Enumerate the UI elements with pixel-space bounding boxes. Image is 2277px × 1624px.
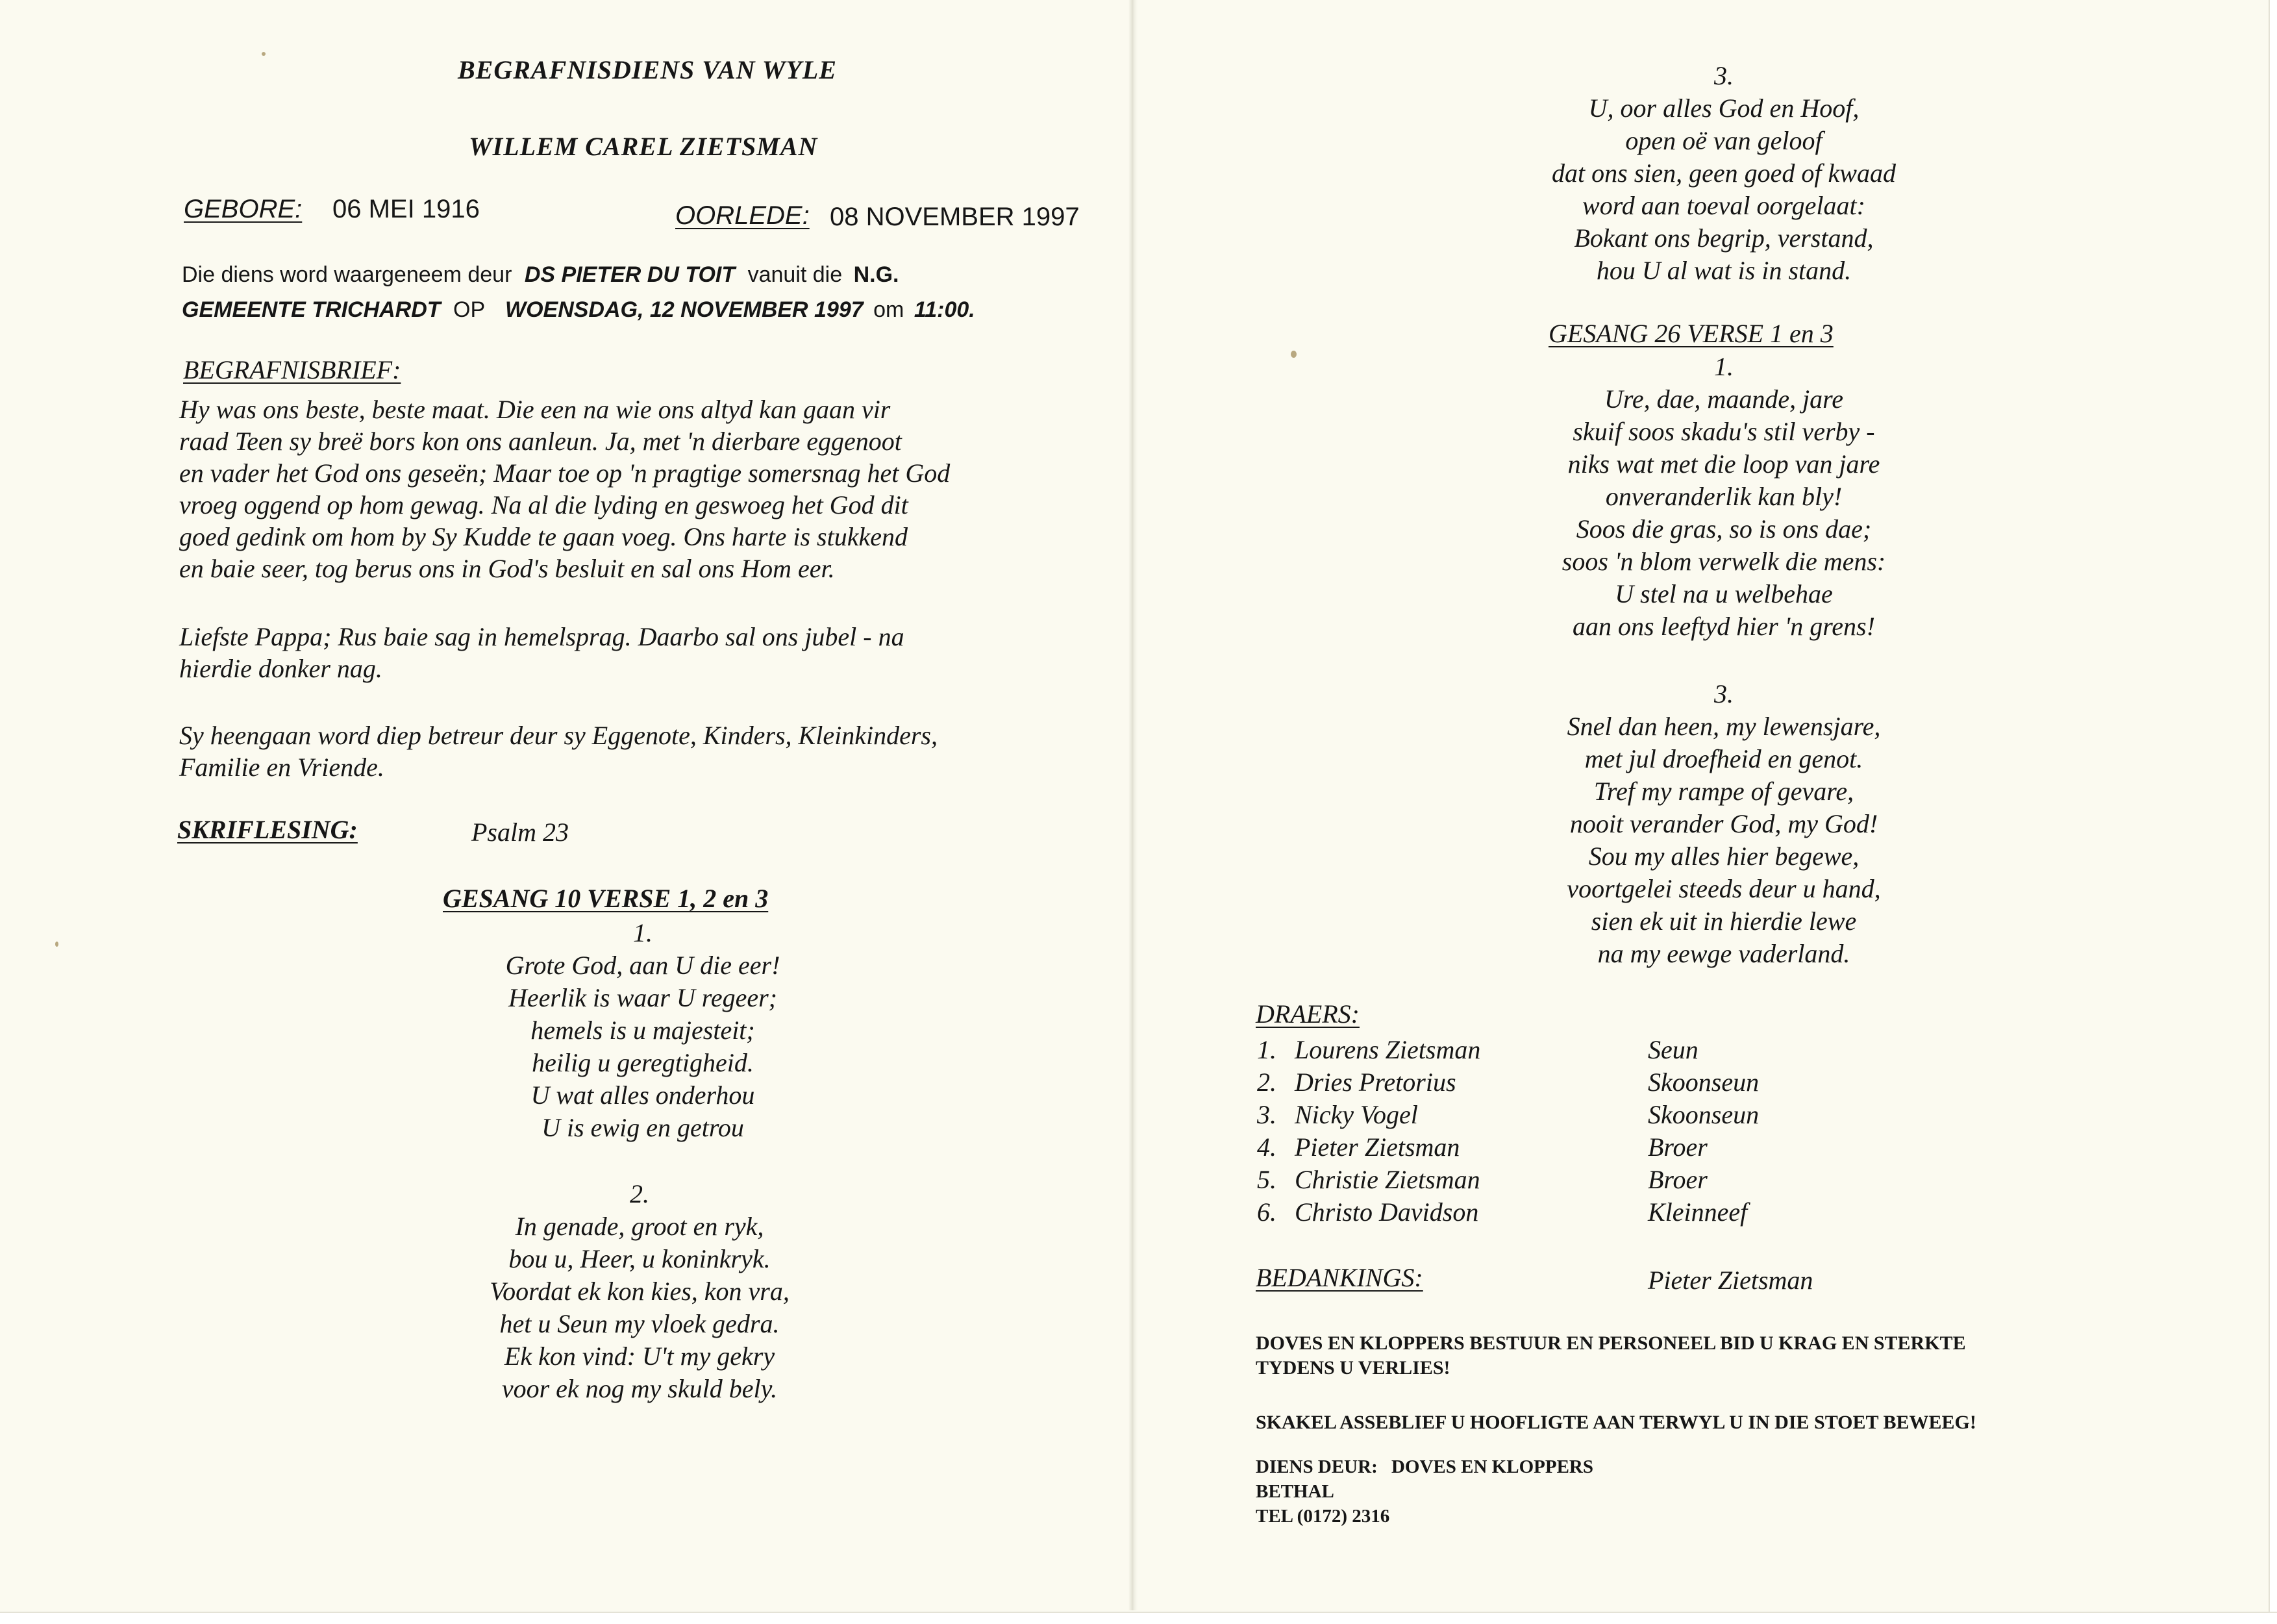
bearer-number: 2. [1257,1068,1276,1097]
bearer-number: 1. [1257,1035,1276,1064]
page-fold [1128,0,1138,1610]
paper-speck [1291,351,1297,358]
condolence-notice [1256,1331,1966,1380]
mourned-line: Sy heengaan word diep betreur deur sy Eggenote, Kinders, Kleinkinders, [179,721,938,750]
verse-line: Tref my rampe of gevare, [1593,777,1854,806]
bearer-name: Dries Pretorius [1295,1068,1456,1097]
undertaker-label: DIENS DEUR: [1256,1456,1378,1477]
letter-paragraph [179,394,950,584]
church-name-b: GEMEENTE TRICHARDT [182,297,441,322]
bearer-name: Christie Zietsman [1295,1165,1480,1194]
letter-line: vroeg oggend op hom gewag. Na al die lyding en geswoeg het God dit [179,490,908,519]
paper-right-edge [2269,0,2277,1612]
bearers-list [1257,1034,1776,1229]
service-from: vanuit die [747,262,843,287]
verse-line: dat ons sien, geen goed of kwaad [1552,158,1896,188]
bearer-name: Nicky Vogel [1295,1100,1418,1129]
bearer-relation: Kleinneef [1648,1197,1748,1227]
headlights-notice: SKAKEL ASSEBLIEF U HOOFLIGTE AAN TERWYL U IN DIE STOET BEWEEG! [1256,1412,1976,1433]
verse-line: U is ewig en getrou [541,1113,744,1142]
verse-line: Sou my alles hier begewe, [1588,842,1860,871]
service-line-2 [182,297,975,323]
bearer-relation: Broer [1648,1132,1708,1162]
verse-line: Snel dan heen, my lewensjare, [1567,712,1881,741]
undertaker-details [1256,1455,1593,1529]
service-intro: Die diens word waargeneem deur [182,262,512,287]
verse-number: 3. [1714,679,1734,708]
verse-number: 2. [630,1179,649,1208]
bearer-name: Christo Davidson [1295,1197,1479,1227]
service-date: WOENSDAG, 12 NOVEMBER 1997 [504,297,864,322]
verse-line: Ek kon vind: U't my gekry [504,1342,775,1371]
verse-line: Grote God, aan U die eer! [505,951,780,980]
church-name-a: N.G. [853,262,899,287]
died-date: 08 NOVEMBER 1997 [830,203,1080,231]
verse-line: het u Seun my vloek gedra. [499,1309,780,1338]
bearer-relation: Skoonseun [1648,1068,1760,1097]
verse-line: onveranderlik kan bly! [1605,482,1843,511]
died-label: OORLEDE: [675,201,810,230]
bearer-relation: Seun [1648,1035,1698,1064]
verse-line: heilig u geregtigheid. [532,1048,754,1077]
hymn1-heading: GESANG 10 VERSE 1, 2 en 3 [443,884,769,913]
verse-line: open oë van geloof [1625,126,1823,155]
verse-line: met jul droefheid en genot. [1584,744,1863,773]
letter-line: en vader het God ons geseën; Maar toe op 'n pragtige somersnag het God [179,458,951,488]
bearer-number: 5. [1257,1165,1276,1194]
bearer-number: 4. [1257,1132,1276,1162]
verse-number: 1. [1714,352,1734,381]
verse-line: Bokant ons begrip, verstand, [1574,223,1874,253]
hymn2-heading: GESANG 26 VERSE 1 en 3 [1549,319,1834,348]
letter-line: goed gedink om hom by Sy Kudde te gaan voeg. Ons harte is stukkend [179,522,908,551]
hymn1-verse3 [1464,60,1984,287]
verse-line: Soos die gras, so is ons dae; [1576,514,1872,543]
bearer-name: Lourens Zietsman [1295,1035,1481,1064]
thanks-label: BEDANKINGS: [1256,1263,1423,1292]
born-date: 06 MEI 1916 [332,195,480,223]
hymn1-verse1 [383,917,902,1144]
bearer-row [1257,1034,1776,1066]
reading-value: Psalm 23 [471,818,569,847]
verse-line: aan ons leeftyd hier 'n grens! [1573,612,1875,641]
paper-speck [55,942,58,947]
verse-line: nooit verander God, my God! [1569,809,1878,838]
bearer-relation: Skoonseun [1648,1100,1760,1129]
service-time: 11:00. [914,297,975,322]
verse-line: bou u, Heer, u koninkryk. [508,1244,771,1273]
verse-line: niks wat met die loop van jare [1567,449,1880,479]
bearer-row [1257,1066,1776,1099]
verse-number: 1. [633,918,653,947]
letter-line: Hy was ons beste, beste maat. Die een na wie ons altyd kan gaan vir [179,395,891,424]
undertaker-line [1256,1455,1593,1479]
undertaker-town: BETHAL [1256,1481,1334,1502]
hymn2-verse3 [1464,678,1984,970]
verse-line: hemels is u majesteit; [530,1016,755,1045]
reading-label: SKRIFLESING: [177,815,358,844]
undertaker-name: DOVES EN KLOPPERS [1391,1456,1593,1477]
paper-bottom-edge [0,1612,2277,1624]
farewell-paragraph [179,621,904,684]
verse-number: 3. [1714,61,1734,90]
verse-line: soos 'n blom verwelk die mens: [1562,547,1886,576]
notice-line: TYDENS U VERLIES! [1256,1357,1450,1379]
verse-line: U stel na u welbehae [1615,579,1833,608]
notice-line: DOVES EN KLOPPERS BESTUUR EN PERSONEEL BID U KRAG EN STERKTE [1256,1332,1966,1354]
bearer-number: 3. [1257,1100,1276,1129]
bearers-heading: DRAERS: [1256,999,1360,1029]
hymn1-verse2 [380,1178,899,1405]
letter-line: en baie seer, tog berus ons in God's besluit en sal ons Hom eer. [179,554,835,583]
verse-line: voor ek nog my skuld bely. [501,1374,778,1403]
deceased-name: WILLEM CAREL ZIETSMAN [469,132,818,161]
letter-heading: BEGRAFNISBRIEF: [183,355,401,384]
verse-line: U, oor alles God en Hoof, [1588,94,1860,123]
service-title: BEGRAFNISDIENS VAN WYLE [458,55,837,84]
verse-line: skuif soos skadu's stil verby - [1573,417,1875,446]
verse-line: Voordat ek kon kies, kon vra, [490,1277,790,1306]
service-line-1 [182,262,899,288]
undertaker-tel: TEL (0172) 2316 [1256,1506,1390,1527]
hymn2-verse1 [1464,351,1984,643]
bearer-name: Pieter Zietsman [1295,1132,1460,1162]
farewell-line: hierdie donker nag. [179,654,382,683]
paper-speck [262,52,266,56]
bearer-row [1257,1164,1776,1196]
verse-line: sien ek uit in hierdie lewe [1591,906,1857,936]
verse-line: Heerlik is waar U regeer; [508,983,777,1012]
verse-line: hou U al wat is in stand. [1596,256,1852,285]
verse-line: voortgelei steeds deur u hand, [1567,874,1881,903]
service-on: OP [453,297,485,322]
bearer-row [1257,1196,1776,1229]
farewell-line: Liefste Pappa; Rus baie sag in hemelsprag. Daarbo sal ons jubel - na [179,622,904,651]
mourned-paragraph [179,719,938,783]
bearer-row [1257,1131,1776,1164]
minister-name: DS PIETER DU TOIT [524,262,736,287]
bearer-relation: Broer [1648,1165,1708,1194]
verse-line: U wat alles onderhou [530,1081,755,1110]
service-om: om [873,297,904,322]
born-label: GEBORE: [184,195,303,223]
verse-line: word aan toeval oorgelaat: [1582,191,1865,220]
verse-line: na my eewge vaderland. [1597,939,1850,968]
mourned-line: Familie en Vriende. [179,753,384,782]
verse-line: In genade, groot en ryk, [515,1212,764,1241]
letter-line: raad Teen sy breë bors kon ons aanleun. Ja, met 'n dierbare eggenoot [179,427,902,456]
bearer-number: 6. [1257,1197,1276,1227]
verse-line: Ure, dae, maande, jare [1604,384,1844,414]
thanks-value: Pieter Zietsman [1648,1266,1813,1295]
bearer-row [1257,1099,1776,1131]
